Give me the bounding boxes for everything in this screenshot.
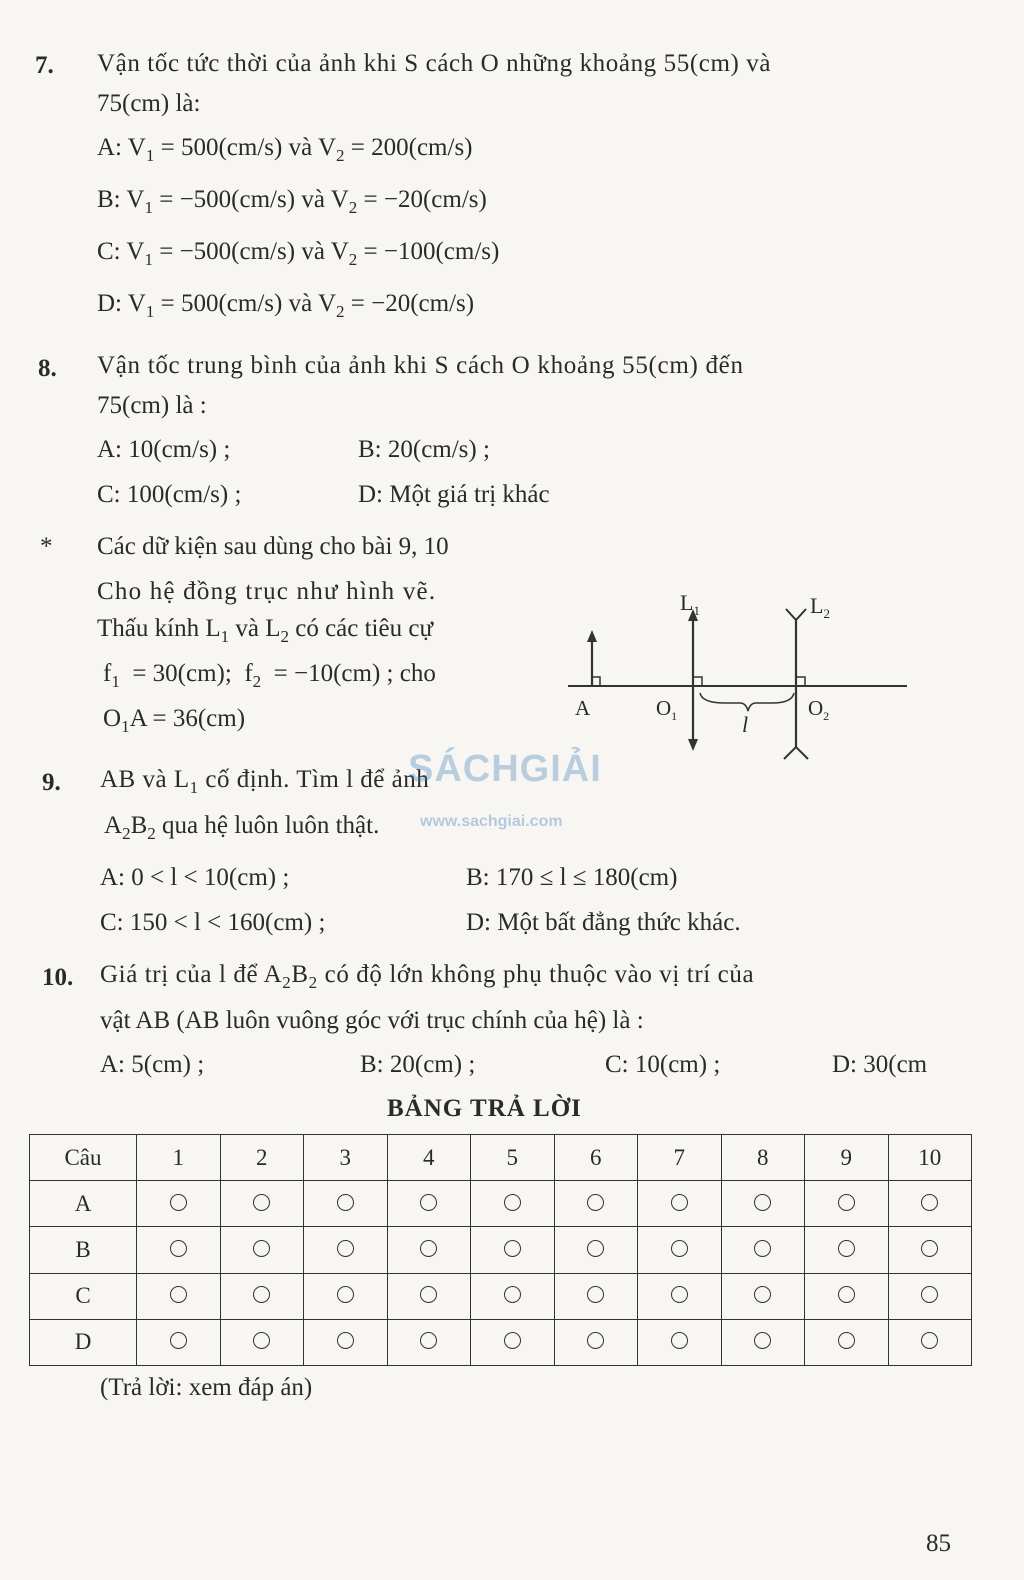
answer-bubble[interactable] <box>921 1240 938 1257</box>
answer-bubble[interactable] <box>671 1286 688 1303</box>
col-header: 5 <box>471 1135 555 1181</box>
answer-bubble[interactable] <box>420 1194 437 1211</box>
answer-note: (Trả lời: xem đáp án) <box>100 1374 313 1401</box>
col-header: 3 <box>304 1135 388 1181</box>
answer-bubble[interactable] <box>170 1194 187 1211</box>
label-o1: $O_1$ <box>656 696 678 723</box>
answer-bubble[interactable] <box>337 1332 354 1349</box>
q10-option-d: D: 30(cm <box>832 1051 928 1078</box>
q9-option-b: B: 170 ≤ l ≤ 180(cm) <box>466 864 678 891</box>
q7-option-b: B: $V_1 = -500(cm/s)$ và $V_2 = -20(cm/s)$ <box>97 186 487 217</box>
header-cell: Câu <box>30 1135 137 1181</box>
answer-table-title: BẢNG TRẢ LỜI <box>387 1095 582 1122</box>
intro-line5: $O_1A = 36(cm)$ <box>103 705 246 736</box>
answer-bubble[interactable] <box>337 1194 354 1211</box>
label-l1: $L_1$ <box>680 590 700 618</box>
intro-line1: Các dữ kiện sau dùng cho bài 9, 10 <box>97 533 449 560</box>
q7-number: 7. <box>35 52 54 79</box>
answer-bubble[interactable] <box>420 1240 437 1257</box>
col-header: 10 <box>888 1135 972 1181</box>
q7-option-d: D: $V_1 = 500(cm/s)$ và $V_2 = -20(cm/s)$ <box>97 290 475 321</box>
intro-line3: Thấu kính $L_1$ và $L_2$ có các tiêu cự <box>97 615 433 646</box>
answer-bubble[interactable] <box>170 1332 187 1349</box>
answer-bubble[interactable] <box>420 1332 437 1349</box>
q10-option-c: C: 10(cm) ; <box>605 1051 721 1078</box>
q8-option-c: C: 100(cm/s) ; <box>97 481 242 508</box>
table-header-row <box>30 1135 972 1181</box>
answer-bubble[interactable] <box>838 1332 855 1349</box>
answer-bubble[interactable] <box>587 1240 604 1257</box>
q10-text-line2: vật AB (AB luôn vuông góc với trục chính của hệ) là : <box>100 1007 644 1034</box>
answer-bubble[interactable] <box>921 1286 938 1303</box>
lens-system-figure <box>560 585 920 770</box>
distance-brace <box>700 693 794 711</box>
table-row <box>30 1227 972 1273</box>
answer-bubble[interactable] <box>671 1240 688 1257</box>
answer-bubble[interactable] <box>754 1194 771 1211</box>
answer-bubble[interactable] <box>170 1240 187 1257</box>
answer-bubble[interactable] <box>838 1240 855 1257</box>
q10-option-b: B: 20(cm) ; <box>360 1051 476 1078</box>
q9-number: 9. <box>42 769 61 796</box>
answer-bubble[interactable] <box>754 1240 771 1257</box>
q8-option-b: B: 20(cm/s) ; <box>358 436 490 463</box>
row-header: A <box>30 1181 137 1227</box>
label-l2: $L_2$ <box>810 593 830 621</box>
watermark-url: www.sachgiai.com <box>420 813 563 830</box>
q9-text-line1: AB và $L_1$ cố định. Tìm l để ảnh <box>100 766 430 797</box>
col-header: 6 <box>554 1135 638 1181</box>
table-row <box>30 1319 972 1365</box>
q8-option-a: A: 10(cm/s) ; <box>97 436 231 463</box>
intro-line4: $f_1 = 30(cm)$; $f_2 = -10(cm)$ ; cho <box>103 660 436 691</box>
answer-bubble[interactable] <box>587 1332 604 1349</box>
answer-bubble[interactable] <box>253 1286 270 1303</box>
q7-text-line1: Vận tốc tức thời của ảnh khi S cách O những khoảng 55(cm) và <box>97 50 772 77</box>
answer-bubble[interactable] <box>838 1286 855 1303</box>
intro-line2: Cho hệ đồng trục như hình vẽ. <box>97 578 437 605</box>
q9-option-d: D: Một bất đẳng thức khác. <box>466 909 741 936</box>
q7-option-a: A: $V_1 = 500(cm/s)$ và $V_2 = 200(cm/s)$ <box>97 134 473 165</box>
intro-star: * <box>40 533 53 560</box>
table-row <box>30 1181 972 1227</box>
answer-bubble[interactable] <box>921 1194 938 1211</box>
col-header: 9 <box>805 1135 889 1181</box>
answer-bubble[interactable] <box>587 1286 604 1303</box>
lens-l1 <box>688 609 702 751</box>
row-header: D <box>30 1319 137 1365</box>
answer-bubble[interactable] <box>671 1332 688 1349</box>
lens-l2 <box>784 609 808 759</box>
answer-bubble[interactable] <box>253 1332 270 1349</box>
col-header: 1 <box>137 1135 221 1181</box>
answer-bubble[interactable] <box>838 1194 855 1211</box>
q7-text-line2: 75(cm) là: <box>97 90 201 117</box>
answer-bubble[interactable] <box>754 1332 771 1349</box>
watermark-logo: SÁCHGIẢI <box>408 748 602 790</box>
answer-bubble[interactable] <box>504 1286 521 1303</box>
answer-bubble[interactable] <box>504 1332 521 1349</box>
answer-bubble[interactable] <box>754 1286 771 1303</box>
answer-table <box>29 1134 972 1366</box>
answer-bubble[interactable] <box>420 1286 437 1303</box>
row-header: C <box>30 1273 137 1319</box>
q8-text-line2: 75(cm) là : <box>97 392 207 419</box>
page-number: 85 <box>926 1530 951 1557</box>
q9-option-c: C: 150 < l < 160(cm) ; <box>100 909 326 936</box>
col-header: 2 <box>220 1135 304 1181</box>
q8-option-d: D: Một giá trị khác <box>358 481 550 508</box>
label-l-distance: l <box>742 712 749 737</box>
answer-bubble[interactable] <box>671 1194 688 1211</box>
col-header: 4 <box>387 1135 471 1181</box>
answer-bubble[interactable] <box>337 1240 354 1257</box>
answer-bubble[interactable] <box>587 1194 604 1211</box>
q10-text-line1: Giá trị của l để $A_2B_2$ có độ lớn không phụ thuộc vào vị trí của <box>100 961 755 992</box>
answer-bubble[interactable] <box>253 1240 270 1257</box>
answer-bubble[interactable] <box>253 1194 270 1211</box>
row-header: B <box>30 1227 137 1273</box>
q8-text-line1: Vận tốc trung bình của ảnh khi S cách O khoảng 55(cm) đến <box>97 352 744 379</box>
label-o2: $O_2$ <box>808 696 830 723</box>
answer-bubble[interactable] <box>921 1332 938 1349</box>
q9-text-line2: $A_2B_2$ qua hệ luôn luôn thật. <box>104 812 380 843</box>
answer-bubble[interactable] <box>170 1286 187 1303</box>
col-header: 7 <box>638 1135 722 1181</box>
q10-option-a: A: 5(cm) ; <box>100 1051 205 1078</box>
answer-bubble[interactable] <box>504 1194 521 1211</box>
col-header: 8 <box>721 1135 805 1181</box>
q9-option-a: A: 0 < l < 10(cm) ; <box>100 864 290 891</box>
q7-option-c: C: $V_1 = -500(cm/s)$ và $V_2 = -100(cm/s)$ <box>97 238 500 269</box>
answer-bubble[interactable] <box>337 1286 354 1303</box>
label-a: A <box>575 696 591 720</box>
object-arrow <box>587 630 600 686</box>
q10-number: 10. <box>42 964 74 991</box>
answer-bubble[interactable] <box>504 1240 521 1257</box>
q8-number: 8. <box>38 355 57 382</box>
table-row <box>30 1273 972 1319</box>
